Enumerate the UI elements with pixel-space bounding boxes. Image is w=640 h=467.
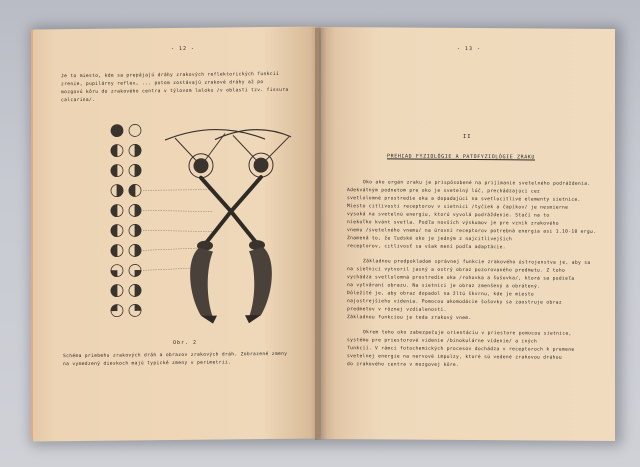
paragraph-line: Základnou funkciou je teda zrakový vnem. bbox=[347, 315, 472, 322]
paragraph-line: Okrem toho oko zabezpečuje orientáciu v priestore pomocou sietnice, bbox=[363, 330, 572, 337]
paragraph-line: svetelnej energie na nervové impulzy, ktoré sú vedené zrakovou dráhou bbox=[347, 354, 562, 361]
paragraph bbox=[347, 179, 603, 253]
paragraph-line: funkcií. V rámci fotochemických procesov dochádza v receptoroch k premene bbox=[347, 346, 575, 353]
visual-pathway-figure bbox=[105, 119, 301, 329]
paragraph-line: najostrejšieho videnia. Pomocou akomodácie šošovky sa zaostruje obraz bbox=[347, 299, 562, 306]
paragraph-line: Znamená to, že ľudské oko je jedným z najcitlivejších bbox=[347, 236, 513, 243]
intro-line: mozgovú kôru do zrakového centra v týlovom laloku /v oblasti tzv. fissura bbox=[61, 87, 289, 96]
disc-column-right bbox=[129, 124, 141, 316]
paragraph-line: Oko ako orgán zraku je prispôsobené na prijímanie svetelného podráždenia. bbox=[363, 180, 591, 187]
right-page bbox=[321, 27, 615, 441]
left-page bbox=[33, 27, 319, 442]
caption-line: Schéma priebehu zrakových dráh a obrazov zrakových dráh. Zobrazené zmeny bbox=[63, 351, 288, 360]
paragraph-line: niekoľko kvánt svetla. Podľa novších výskumov je pre vznik zrakového bbox=[347, 220, 559, 227]
paragraph-line: vnemu /svetelného vnemu/ na úrovni receptorov potrebná energia asi 1.10-10 ergu. bbox=[347, 228, 597, 235]
paragraph-line: vychádza svetlolomná prostredie oka /rohovka a šošovka/, ktorá sa podieľa bbox=[347, 275, 575, 282]
open-booklet bbox=[33, 28, 615, 440]
paragraph-line: predmetov v rôznej vzdialenosti. bbox=[347, 307, 447, 313]
paragraph bbox=[347, 329, 603, 371]
optic-pathways bbox=[201, 177, 261, 242]
paragraph-line: Adekvátným podnetom pre oko je svetelný lúč, prechádzajúci cez bbox=[347, 188, 541, 195]
paragraph-line: na sietnici vytvoril jasný a ostrý obraz pozorovaného predmetu. Z toho bbox=[347, 267, 566, 274]
chapter-number: II bbox=[463, 133, 472, 141]
paragraph-line: svetlolomné prostredie oka a dopadajúci na svetlocitlivé elementy sietnice. bbox=[347, 196, 581, 203]
right-page-number: - 13 - bbox=[457, 45, 482, 53]
paragraph-line: Miesto citlivosti receptorov v sietnici /tyčiek a čapíkov/ je nesmierne bbox=[347, 204, 569, 211]
visual-cortex bbox=[201, 315, 261, 324]
intro-line: Je to miesto, kde sa prepájajú dráhy zrakových reflektorických funkcií bbox=[61, 71, 280, 80]
paragraph-line: vysoká na svetelnú energiu, ktorú vyvolá podráždenie. Stačí na to bbox=[347, 212, 550, 219]
eyes bbox=[165, 129, 291, 178]
lateral-geniculate bbox=[197, 240, 265, 251]
intro-line: zrenie, pupilárny reflex, ... potom zostávajú zrakové dráhy až po bbox=[61, 80, 264, 88]
visual-field-discs bbox=[111, 124, 141, 316]
paragraph bbox=[347, 258, 603, 324]
caption-line: na vymedzený dieskoch majú typické zmeny v perimetrii. bbox=[63, 360, 232, 368]
optic-radiations bbox=[190, 247, 272, 318]
paragraph-line: Základnou predpokladom správnej funkcie zrakového ústrojenstva je, aby sa bbox=[363, 259, 591, 266]
disc-column-left bbox=[111, 125, 123, 317]
paragraph-line: receptorov, citlivosť sa však mení podľa adaptácie. bbox=[347, 244, 506, 251]
paragraph-line: Dôležité je, aby obraz dopadol na žltú škvrnu, kde je miesto bbox=[347, 291, 534, 298]
intro-line: calcarina/. bbox=[61, 97, 96, 104]
paragraph-line: na vytváraní obrazu. Na sietnici je obraz zmenšený a obrátený. bbox=[347, 283, 541, 290]
book-gutter bbox=[315, 28, 327, 440]
figure-label: Obr. 2 bbox=[173, 339, 198, 347]
left-page-number: - 12 - bbox=[171, 45, 196, 53]
right-page-body bbox=[347, 179, 603, 371]
left-page-intro bbox=[61, 71, 301, 106]
paragraph-line: do zrakového centra v mozgovej kôre. bbox=[347, 362, 460, 368]
chapter-title: PREHĽAD FYZIOLÓGIE A PATOFYZIOLÓGIE ZRAKU bbox=[387, 153, 536, 161]
figure-caption bbox=[63, 351, 301, 369]
paragraph-line: systému pre priestorové videnie /binokulárne videnie/ a iných bbox=[347, 338, 538, 345]
